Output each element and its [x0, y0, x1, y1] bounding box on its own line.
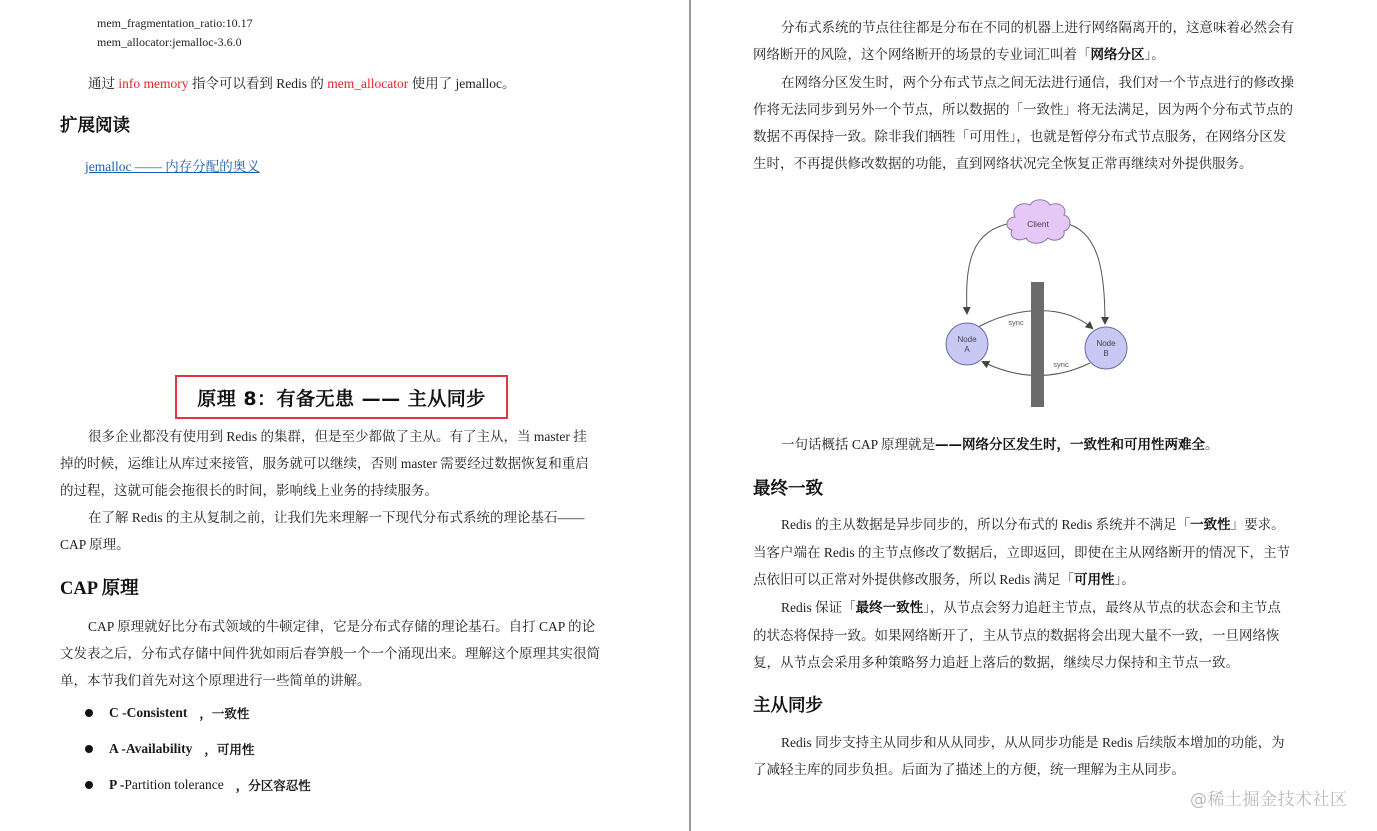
- text-line: 复，从节点会采用多种策略努力追赶上落后的数据，继续尽力保持和主节点一致。: [753, 655, 1239, 670]
- text: 」要求。: [1230, 517, 1285, 532]
- text-line: Redis 同步支持主从同步和从从同步，从从同步功能是 Redis 后续版本增加的功能，为: [781, 735, 1285, 750]
- text: 」。: [1114, 572, 1135, 587]
- jemalloc-article-link[interactable]: jemalloc —— 内存分配的奥义: [85, 159, 260, 174]
- text-line: 分布式系统的节点往往都是分布在不同的机器上进行网络隔离开的，这意味着必然会有: [781, 20, 1294, 35]
- cap-item-partition: [85, 776, 311, 794]
- master-slave-sync-heading: 主从同步: [753, 696, 823, 716]
- intro-paragraph: [60, 423, 589, 504]
- text: 指令可以看到 Redis 的: [188, 76, 328, 91]
- text: 通过: [88, 76, 119, 91]
- text-line: [753, 511, 1290, 539]
- cap-item-term: Consistent: [126, 705, 188, 720]
- cap-summary-bold: ——网络分区发生时，一致性和可用性两难全: [935, 437, 1206, 453]
- text-line: 的状态将保持一致。如果网络断开了，主从节点的数据将会出现大量不一致，一旦网络恢: [753, 628, 1280, 643]
- text-line: 在了解 Redis 的主从复制之前，让我们先来理解一下现代分布式系统的理论基石——: [88, 510, 585, 525]
- text-line: 文发表之后，分布式存储中间件犹如雨后春笋般一个一个涌现出来。理解这个原理其实很简: [60, 646, 600, 661]
- cap-item-key: A -: [109, 741, 126, 756]
- text-line: [753, 41, 1294, 69]
- cap-partition-diagram: [930, 195, 1150, 415]
- text-line: 单，本节我们首先对这个原理进行一些简单的讲解。: [60, 673, 371, 688]
- consistency-paragraph: [753, 69, 1294, 177]
- sync-label-bottom: sync: [1053, 360, 1069, 369]
- text-line: 在网络分区发生时，两个分布式节点之间无法进行通信，我们对一个节点进行的修改操: [781, 75, 1294, 90]
- cap-item-key: P -: [109, 777, 125, 792]
- text: 。: [1205, 437, 1219, 452]
- partition-paragraph: [753, 14, 1294, 69]
- cap-item-consistent: [85, 704, 249, 722]
- cap-heading: CAP 原理: [60, 579, 139, 599]
- cap-item-key: C -: [109, 705, 127, 720]
- text-line: CAP 原理。: [60, 537, 130, 552]
- cap-item-chinese: ，一致性: [199, 706, 250, 721]
- master-slave-sync-paragraph: [753, 729, 1285, 783]
- text-line: [753, 566, 1290, 594]
- node-b-label: Node: [1096, 339, 1116, 348]
- network-partition-term: 网络分区: [1090, 47, 1145, 63]
- client-label: Client: [1027, 219, 1049, 229]
- code-line-allocator: mem_allocator:jemalloc-3.6.0: [97, 35, 242, 49]
- text-line: 作将无法同步到另外一个节点，所以数据的「一致性」将无法满足，因为两个分布式节点的: [753, 102, 1293, 117]
- text-line: 的过程，这就可能会拖很长的时间，影响线上业务的持续服务。: [60, 483, 438, 498]
- text: 使用了 jemalloc。: [408, 76, 516, 91]
- cap-item-chinese: ，可用性: [204, 742, 255, 757]
- info-memory-sentence: [88, 70, 515, 97]
- cap-item-availability: [85, 740, 254, 758]
- text-line: 当客户端在 Redis 的主节点修改了数据后，立即返回，即使在主从网络断开的情况下，主节: [753, 545, 1290, 560]
- text: 一句话概括 CAP 原理就是: [781, 437, 936, 452]
- eventual-guarantee-paragraph: [753, 594, 1281, 676]
- code-line-fragmentation: mem_fragmentation_ratio:10.17: [97, 16, 253, 30]
- node-a-label: Node: [957, 335, 977, 344]
- text-line: 生时，不再提供修改数据的功能，直到网络状况完全恢复正常再继续对外提供服务。: [753, 156, 1253, 171]
- cap-item-chinese: ，分区容忍性: [235, 778, 311, 793]
- consistency-term: 一致性: [1190, 517, 1231, 533]
- eventual-consistency-paragraph: [753, 511, 1290, 594]
- node-a-label: A: [964, 345, 970, 354]
- text-line: CAP 原理就好比分布式领域的牛顿定律，它是分布式存储的理论基石。自打 CAP 的论: [88, 619, 596, 634]
- chapter-title-box: [175, 375, 508, 419]
- eventual-consistency-heading: 最终一致: [753, 479, 823, 499]
- cap-item-term: Availability: [125, 741, 193, 756]
- mem-allocator-term: mem_allocator: [327, 76, 409, 91]
- availability-term: 可用性: [1074, 572, 1115, 588]
- text-line: [753, 594, 1281, 622]
- before-replication-paragraph: [60, 504, 585, 558]
- cap-item-term: Partition tolerance: [124, 777, 224, 792]
- sync-label-top: sync: [1008, 318, 1024, 327]
- text: 」，从节点会努力追赶主节点，最终从节点的状态会和主节点: [923, 600, 1281, 615]
- text: 网络断开的风险，这个网络断开的场景的专业词汇叫着「: [753, 47, 1091, 62]
- text-line: 掉的时候，运维让从库过来接管，服务就可以继续，否则 master 需要经过数据恢复和重启: [60, 456, 589, 471]
- text-line: 很多企业都没有使用到 Redis 的集群，但是至少都做了主从。有了主从，当 master 挂: [88, 429, 587, 444]
- bullet-icon: [85, 709, 93, 717]
- chapter-title: 原理 8：有备无患 —— 主从同步: [197, 387, 486, 410]
- node-b: [1085, 327, 1127, 369]
- text-line: 数据不再保持一致。除非我们牺牲「可用性」，也就是暂停分布式节点服务，在网络分区发: [753, 129, 1287, 144]
- text-line: 了减轻主库的同步负担。后面为了描述上的方便，统一理解为主从同步。: [753, 762, 1185, 777]
- watermark: @稀土掘金技术社区: [1190, 790, 1348, 810]
- info-memory-command: info memory: [118, 76, 189, 91]
- text: 点依旧可以正常对外提供修改服务，所以 Redis 满足「: [753, 572, 1075, 587]
- eventual-consistency-term: 最终一致性: [855, 600, 924, 616]
- bullet-icon: [85, 781, 93, 789]
- extended-reading-heading: 扩展阅读: [60, 116, 130, 136]
- node-a: [946, 323, 988, 365]
- text: Redis 保证「: [781, 600, 856, 615]
- text: 」。: [1144, 47, 1165, 62]
- text: Redis 的主从数据是异步同步的，所以分布式的 Redis 系统并不满足「: [781, 517, 1191, 532]
- cap-paragraph: [60, 613, 600, 694]
- partition-bar: [1031, 282, 1044, 407]
- cap-summary-sentence: [781, 431, 1219, 459]
- node-b-label: B: [1103, 349, 1109, 358]
- bullet-icon: [85, 745, 93, 753]
